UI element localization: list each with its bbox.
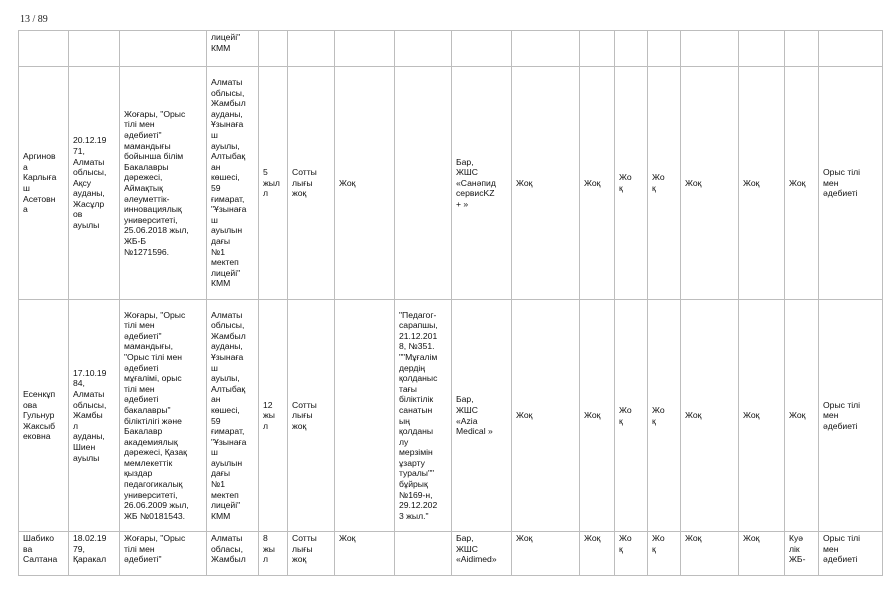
- table-row: [19, 67, 883, 300]
- table-cell: Алматы обласы, Жамбыл: [207, 532, 259, 576]
- table-cell: [395, 31, 452, 67]
- table-cell: Жоқ: [580, 67, 615, 300]
- table-cell: Бар, ЖШС «Azia Medical »: [452, 300, 512, 532]
- table-cell: Жоқ: [580, 532, 615, 576]
- table-cell: Алматы облысы, Жамбыл ауданы, Ұзынаға ш ауылы, Алтыбақ ан көшесі, 59 ғимарат, "Ұзынаға ш ауылын дағы №1 мектеп лицейі" КММ: [207, 300, 259, 532]
- table-cell: Орыс тілі мен әдебиеті: [819, 300, 883, 532]
- staff-table: [18, 30, 883, 576]
- table-cell: [19, 31, 69, 67]
- table-cell: Сотты лығы жоқ: [288, 532, 335, 576]
- table-cell: [395, 532, 452, 576]
- table-cell: Жо қ: [615, 67, 648, 300]
- table-cell: Жоқ: [681, 532, 739, 576]
- table-cell: Жоқ: [739, 67, 785, 300]
- table-cell: Шабико ва Салтана: [19, 532, 69, 576]
- table-cell: Жоғары, "Орыс тілі мен әдебиеті": [120, 532, 207, 576]
- table-cell: [120, 31, 207, 67]
- table-cell: [452, 31, 512, 67]
- table-cell: Жоқ: [681, 300, 739, 532]
- table-cell: [739, 31, 785, 67]
- table-cell: 5 жыл л: [259, 67, 288, 300]
- table-cell: Жо қ: [648, 532, 681, 576]
- table-cell: Куә лік ЖБ-: [785, 532, 819, 576]
- table-cell: Жоқ: [512, 67, 580, 300]
- table-cell: 17.10.19 84, Алматы облысы, Жамбы л ауданы, Шиен ауылы: [69, 300, 120, 532]
- table-cell: Жоқ: [681, 67, 739, 300]
- table-cell: Бар, ЖШС «Санәпид сервисKZ + »: [452, 67, 512, 300]
- table-cell: [335, 300, 395, 532]
- table-cell: [819, 31, 883, 67]
- table-cell: лицейі" КММ: [207, 31, 259, 67]
- table-cell: Жоқ: [785, 67, 819, 300]
- table-cell: Жоқ: [785, 300, 819, 532]
- table-cell: Жоғары, "Орыс тілі мен әдебиеті" мамандығы, "Орыс тілі мен әдебиеті мұғалімі, орыс тілі мен әдебиеті бакалавры" біліктілігі және Бакалавр академиялық дәрежесі, Қазақ мемлекеттік қыздар педагогикалық университеті, 26.06.2009 жыл, ЖБ №0181543.: [120, 300, 207, 532]
- table-cell: 8 жы л: [259, 532, 288, 576]
- table-cell: Бар, ЖШС «Aidimed»: [452, 532, 512, 576]
- table-cell: Жоқ: [512, 300, 580, 532]
- table-cell: Жоқ: [739, 300, 785, 532]
- table-cell: Жоқ: [335, 67, 395, 300]
- page-number: 13 / 89: [20, 14, 48, 25]
- table-cell: Жо қ: [615, 300, 648, 532]
- table-cell: [785, 31, 819, 67]
- table-cell: Жоқ: [512, 532, 580, 576]
- table-cell: [648, 31, 681, 67]
- table-cell: Алматы облысы, Жамбыл ауданы, Ұзынаға ш ауылы, Алтыбақ ан көшесі, 59 ғимарат, "Ұзынаға ш ауылын дағы №1 мектеп лицейі" КММ: [207, 67, 259, 300]
- table-cell: Жоқ: [580, 300, 615, 532]
- table-cell: Жо қ: [615, 532, 648, 576]
- table-cell: Есенкұп ова Гульнур Жаксыб ековна: [19, 300, 69, 532]
- table-row: [19, 532, 883, 576]
- table-cell: Жоғары, "Орыс тілі мен әдебиеті" мамандығы бойынша білім Бакалавры дәрежесі, Аймақтық әлеуметтік- инновациялық университеті, 25.06.2018 жыл, ЖБ-Б №1271596.: [120, 67, 207, 300]
- table-cell: Аргинов а Карлыға ш Асетовн а: [19, 67, 69, 300]
- table-cell: Жо қ: [648, 300, 681, 532]
- table-cell: Жо қ: [648, 67, 681, 300]
- table-cell: [335, 31, 395, 67]
- table-cell: Орыс тілі мен әдебиеті: [819, 532, 883, 576]
- table-cell: 12 жы л: [259, 300, 288, 532]
- table-cell: 18.02.19 79, Қаракал: [69, 532, 120, 576]
- table-cell: [580, 31, 615, 67]
- table-cell: [395, 67, 452, 300]
- table-cell: [259, 31, 288, 67]
- table-cell: Жоқ: [739, 532, 785, 576]
- table-cell: Сотты лығы жоқ: [288, 67, 335, 300]
- table-row: [19, 31, 883, 67]
- table-cell: 20.12.19 71, Алматы облысы, Ақсу ауданы, Жасұлр ов ауылы: [69, 67, 120, 300]
- table-cell: Орыс тілі мен әдебиеті: [819, 67, 883, 300]
- table-cell: Жоқ: [335, 532, 395, 576]
- table-cell: "Педагог- сарапшы, 21.12.201 8, №351. ""Мұғалім дердің қолданыс тағы біліктілік санатын ың қолданы лу мерзімін ұзарту туралы"" бұйрық №169-н, 29.12.202 3 жыл.": [395, 300, 452, 532]
- table-cell: [615, 31, 648, 67]
- table-cell: [681, 31, 739, 67]
- table-row: [19, 300, 883, 532]
- table-cell: [288, 31, 335, 67]
- table-cell: [69, 31, 120, 67]
- table-cell: Сотты лығы жоқ: [288, 300, 335, 532]
- table-cell: [512, 31, 580, 67]
